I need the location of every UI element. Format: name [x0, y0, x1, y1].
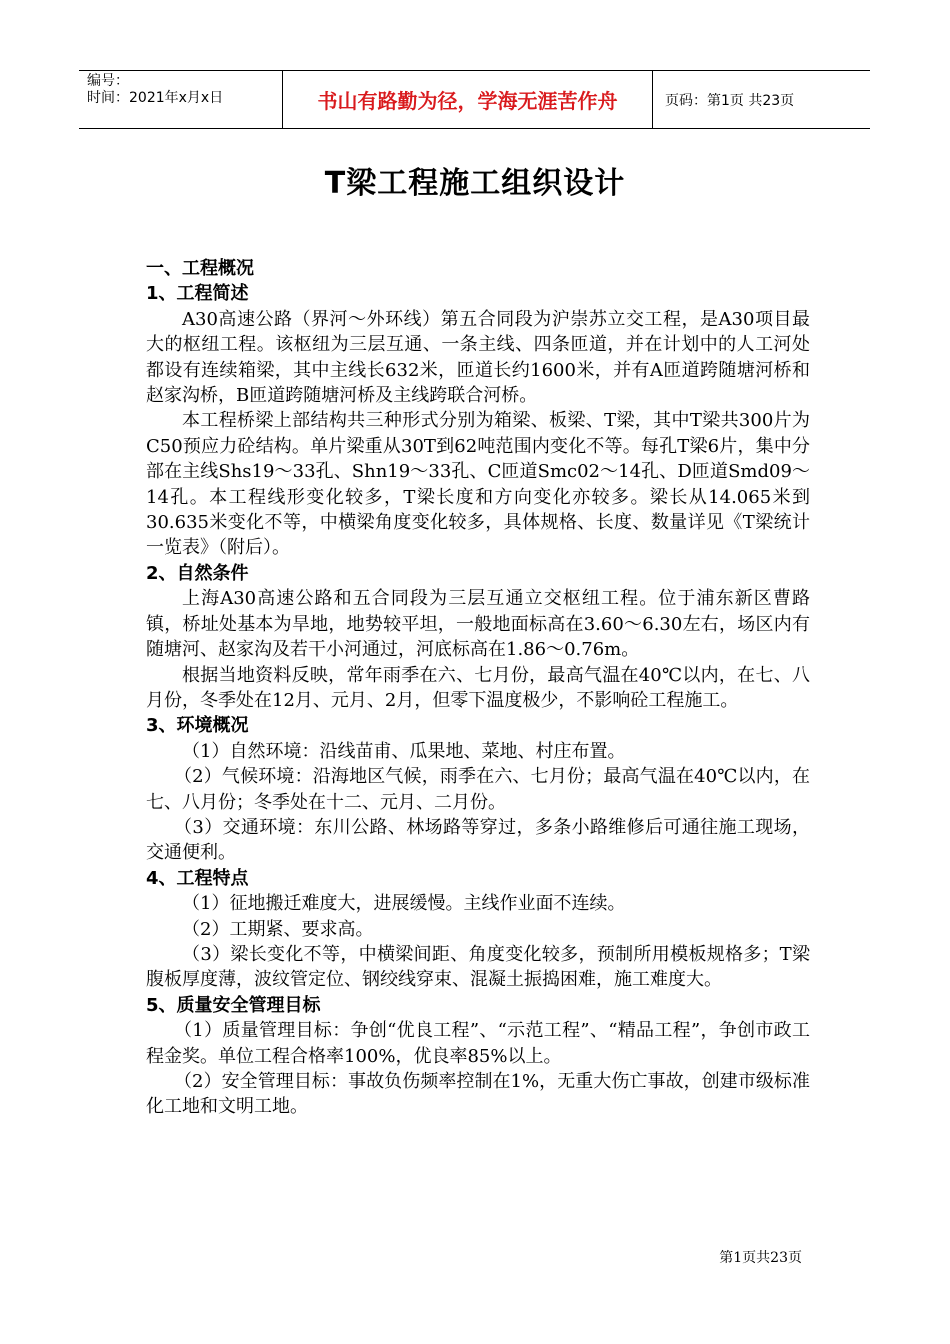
page-footer: 第1页共23页	[719, 1250, 802, 1266]
paragraph: （2）工期紧、要求高。	[182, 918, 374, 940]
paragraph: （3）梁长变化不等，中横梁间距、角度变化较多，预制所用模板规格多；T梁腹板厚度薄，波纹管定位、钢绞线穿束、混凝土振捣困难，施工难度大。	[146, 943, 810, 991]
paragraph: 本工程桥梁上部结构共三种形式分别为箱梁、板梁、T梁，其中T梁共300片为C50预应力砼结构。单片梁重从30T到62吨范围内变化不等。每孔T梁6片，集中分部在主线Shs19～33孔、Shn19～33孔、C匝道Smc02～14孔、D匝道Smd09～14孔。本工程线形变化较多，T梁长度和方向变化亦较多。梁长从14.065米到30.635米变化不等，中横梁角度变化较多，具体规格、长度、数量详见《T梁统计一览表》（附后）。	[146, 410, 810, 559]
paragraph: （2）安全管理目标：事故负伤频率控制在1%，无重大伤亡事故，创建市级标准化工地和文明工地。	[146, 1071, 810, 1118]
document-title: T梁工程施工组织设计	[324, 166, 626, 201]
paragraph: （1）征地搬迁难度大，进展缓慢。主线作业面不连续。	[182, 893, 626, 915]
header-left-cell	[79, 71, 282, 128]
document-number-label: 编号：	[87, 73, 129, 89]
paragraph: （3）交通环境：东川公路、林场路等穿过，多条小路维修后可通往施工现场，交通便利。	[146, 816, 810, 864]
subsection-heading: 3、环境概况	[146, 715, 249, 737]
subsection-heading: 5、质量安全管理目标	[146, 994, 321, 1016]
paragraph: 根据当地资料反映，常年雨季在六、七月份，最高气温在40℃以内，在七、八月份，冬季处在12月、元月、2月，但零下温度极少，不影响砼工程施工。	[146, 664, 810, 711]
document-date: 时间：2021年x月x日	[87, 90, 224, 106]
header-motto: 书山有路勤为径，学海无涯苦作舟	[282, 71, 653, 128]
section-heading: 一、工程概况	[146, 258, 254, 279]
paragraph: 上海A30高速公路和五合同段为三层互通立交枢纽工程。位于浦东新区曹路镇，桥址处基本为旱地，地势较平坦，一般地面标高在3.60～6.30左右，场区内有随塘河、赵家沟及若干小河通过，河底标高在1.86～0.76m。	[146, 588, 810, 661]
subsection-heading: 1、工程简述	[146, 283, 249, 305]
paragraph: （1）质量管理目标：争创“优良工程”、“示范工程”、“精品工程”，争创市政工程金奖。单位工程合格率100%，优良率85%以上。	[146, 1020, 810, 1067]
paragraph: A30高速公路（界河～外环线）第五合同段为沪崇苏立交工程，是A30项目最大的枢纽工程。该枢纽为三层互通、一条主线、四条匝道，并在计划中的人工河处都设有连续箱梁，其中主线长632米，匝道长约1600米，并有A匝道跨随塘河桥和赵家沟桥，B匝道跨随塘河桥及主线跨联合河桥。	[146, 308, 810, 407]
subsection-heading: 4、工程特点	[146, 867, 249, 889]
paragraph: （1）自然环境：沿线苗甫、瓜果地、菜地、村庄布置。	[182, 740, 626, 762]
page-header	[79, 70, 870, 129]
document-body	[146, 256, 810, 1120]
subsection-heading: 2、自然条件	[146, 562, 249, 584]
paragraph: （2）气候环境：沿海地区气候，雨季在六、七月份；最高气温在40℃以内，在七、八月份；冬季处在十二、元月、二月份。	[146, 766, 810, 813]
header-page-info: 页码：第1页 共23页	[665, 92, 795, 109]
